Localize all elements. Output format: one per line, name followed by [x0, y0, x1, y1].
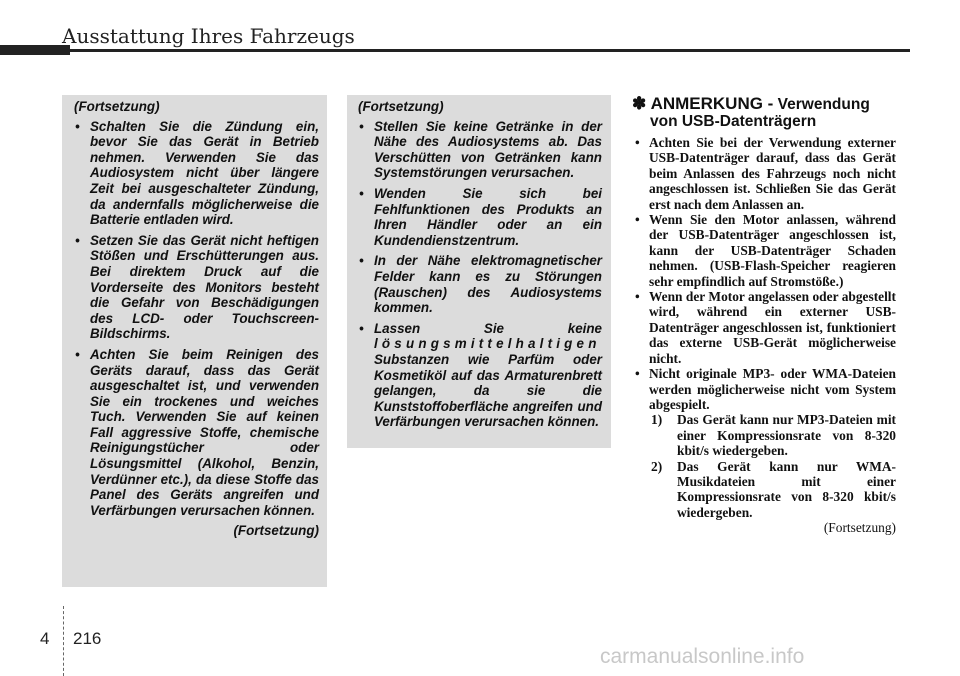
header-accent-block [0, 45, 70, 55]
caution-item: • Wenden Sie sich bei Fehlfunktionen des Produkts an Ihren Händler oder an ein Kundendienstzentrum. [358, 186, 602, 248]
caution-list [74, 119, 319, 519]
caution-box-heading: (Fortsetzung) [358, 99, 444, 114]
watermark: carmanualsonline.info [600, 645, 805, 668]
caution-item: • Schalten Sie die Zündung ein, bevor Sie das Gerät in Betrieb nehmen. Verwenden Sie das Audiosystem nicht über längere Zeit bei ausgeschalteter Zündung, da andernfalls möglicherweise die Batterie entladen wird. [74, 119, 319, 228]
note-symbol-icon: ✽ [632, 94, 647, 113]
caution-item [358, 321, 602, 430]
caution-item-start: Lassen Sie keine [374, 320, 602, 336]
caution-list [358, 119, 602, 430]
note-subitem-number: 2) [651, 458, 663, 474]
caution-item-spread-word: lösungsmittelhaltigen [374, 336, 601, 352]
note-subitem [649, 459, 896, 521]
chapter-number: 4 [40, 629, 50, 648]
note-section [632, 95, 896, 536]
note-title-part2: von USB-Datenträgern [650, 113, 817, 130]
caution-item: • Setzen Sie das Gerät nicht heftigen Stößen und Erschütterungen aus. Bei direktem Druck auf die Vorderseite des Monitors besteht die Gefahr von Beschädigungen des LCD- oder Touchscreen-Bildschirms. [74, 233, 319, 342]
note-item [632, 366, 896, 520]
page-header-title: Ausstattung Ihres Fahrzeugs [62, 24, 355, 48]
note-title [632, 95, 896, 130]
caution-item: • In der Nähe elektromagnetischer Felder kann es zu Störungen (Rauschen) des Audiosystems kommen. [358, 253, 602, 315]
note-sublist [649, 412, 896, 520]
header-rule [62, 49, 910, 52]
continued-label: (Fortsetzung) [823, 520, 896, 536]
note-subitem-text: Das Gerät kann nur MP3-Dateien mit einer Kompressionsrate von 8-320 kbit/s wiedergeben. [677, 412, 896, 459]
note-subitem-number: 1) [651, 412, 663, 428]
note-item: • Wenn Sie den Motor anlassen, während der USB-Datenträger angeschlossen ist, kann der USB-Datenträger Schaden nehmen. (USB-Flash-Speicher reagieren sehr empfindlich auf Stromstöße.) [632, 212, 896, 289]
continued-label: (Fortsetzung) [233, 523, 319, 539]
footer-divider [63, 606, 64, 676]
page-number: 216 [73, 629, 102, 648]
caution-box-middle [347, 95, 611, 448]
caution-item: • Stellen Sie keine Getränke in der Nähe des Audiosystems ab. Das Verschütten von Getränken kann Systemstörungen verursachen. [358, 119, 602, 181]
caution-box-heading: (Fortsetzung) [74, 99, 160, 114]
note-list [632, 135, 896, 520]
note-subitem-text: Das Gerät kann nur WMA-Musikdateien mit einer Kompressionsrate von 8-320 kbit/s wiedergeben. [677, 458, 896, 520]
note-label: ANMERKUNG - [650, 94, 774, 113]
note-title-part1: Verwendung [777, 96, 870, 113]
caution-box-left [62, 95, 327, 587]
caution-item-end: Substanzen wie Parfüm oder Kosmetiköl auf das Armaturenbrett gelangen, da sie die Kunststoffoberfläche angreifen und Verfärbungen verursachen können. [374, 351, 602, 430]
note-item: • Achten Sie bei der Verwendung externer USB-Datenträger darauf, dass das Gerät beim Anlassen des Fahrzeugs noch nicht angeschlossen ist. Schließen Sie das Gerät erst nach dem Anlassen an. [632, 135, 896, 212]
note-subitem [649, 412, 896, 458]
note-item: • Wenn der Motor angelassen oder abgestellt wird, während ein externer USB-Datenträger angeschlossen ist, funktioniert das externe USB-Gerät möglicherweise nicht. [632, 289, 896, 366]
note-item-text: Nicht originale MP3- oder WMA-Dateien werden möglicherweise nicht vom System abgespielt. [649, 366, 896, 412]
caution-item: • Achten Sie beim Reinigen des Geräts darauf, dass das Gerät ausgeschaltet ist, und verwenden Sie ein trockenes und weiches Tuch. Verwenden Sie auf keinen Fall aggressive Stoffe, chemische Reinigungstücher oder Lösungsmittel (Alkohol, Benzin, Verdünner etc.), da diese Stoffe das Panel des Geräts angreifen und Verfärbungen verursachen können. [74, 347, 319, 519]
